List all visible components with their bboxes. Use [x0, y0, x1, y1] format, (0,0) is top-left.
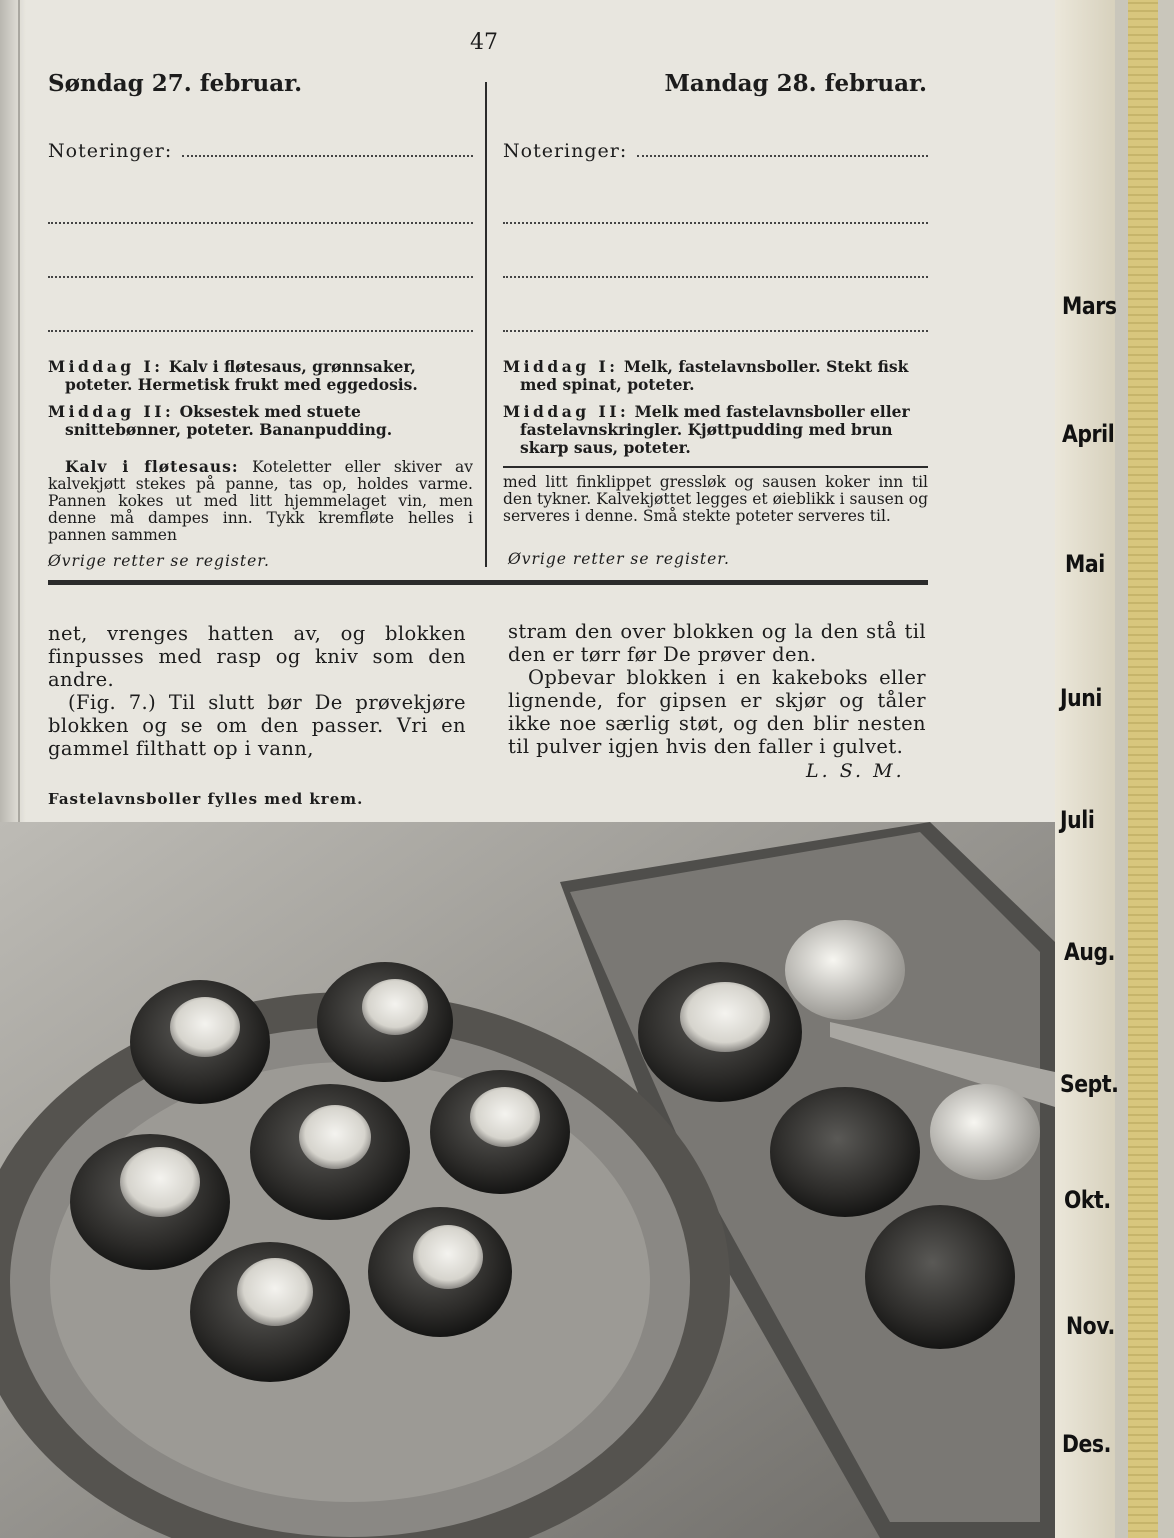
article-column-left: [48, 622, 466, 760]
notes-label: Noteringer:: [48, 140, 173, 162]
tab-sept[interactable]: Sept.: [1060, 1070, 1119, 1098]
tab-nov[interactable]: Nov.: [1066, 1312, 1115, 1340]
notes-line[interactable]: [48, 224, 473, 278]
menu-label: Middag II:: [503, 402, 630, 421]
tab-april[interactable]: April: [1062, 420, 1115, 448]
recipe-left: [48, 458, 473, 544]
notes-line[interactable]: [48, 278, 473, 332]
menu-label: Middag I:: [48, 357, 164, 376]
menu-text: Oksestek med stuete snittebønner, poteter. Bananpudding.: [65, 402, 393, 439]
binding-strip: [1128, 0, 1158, 1538]
author-signature: L. S. M.: [806, 760, 905, 782]
photo-illustration: [0, 822, 1055, 1538]
notes-right: [503, 140, 928, 332]
tab-des[interactable]: Des.: [1062, 1430, 1111, 1458]
tab-juni[interactable]: Juni: [1060, 684, 1102, 712]
menu-item: [48, 358, 473, 394]
article-paragraph: net, vrenges hatten av, og blokken finpusses med rasp og kniv som den andre.: [48, 622, 466, 691]
notes-label: Noteringer:: [503, 140, 628, 162]
tab-juli[interactable]: Juli: [1060, 806, 1095, 834]
section-divider: [48, 580, 928, 585]
menu-list-right: [503, 358, 928, 466]
menu-item: [48, 403, 473, 439]
photo-caption: Fastelavnsboller fylles med krem.: [48, 790, 364, 808]
menu-text: Kalv i fløtesaus, grønnsaker, poteter. Hermetisk frukt med eggedosis.: [65, 357, 418, 394]
notes-row: [503, 140, 928, 170]
page-number: 47: [470, 30, 498, 55]
menu-item: [503, 358, 928, 394]
recipe-text: med litt finklippet gressløk og sausen koker inn til den tykner. Kalvekjøttet legges et øieblikk i sausen og serveres i denne. Små stekte poteter serveres til.: [503, 473, 928, 525]
menu-text: Melk, fastelavnsboller. Stekt fisk med spinat, poteter.: [520, 357, 909, 394]
article-column-right: [508, 620, 926, 758]
day-heading-sunday: Søndag 27. februar.: [48, 70, 303, 97]
article-paragraph: (Fig. 7.) Til slutt bør De prøvekjøre blokken og se om den passer. Vri en gammel filthatt op i vann,: [48, 691, 466, 760]
menu-label: Middag I:: [503, 357, 619, 376]
register-note: Øvrige retter se register.: [48, 552, 270, 570]
menu-item: [503, 403, 928, 457]
tab-mars[interactable]: Mars: [1062, 292, 1117, 320]
tab-edge: [1055, 0, 1115, 1538]
notes-line[interactable]: [503, 224, 928, 278]
day-heading-monday: Mandag 28. februar.: [664, 70, 927, 97]
menu-text: Melk med fastelavnsboller eller fastelavnskringler. Kjøttpudding med brun skarp saus, poteter.: [520, 402, 910, 457]
notes-field[interactable]: [182, 143, 473, 157]
cream-buns-photo: [0, 822, 1055, 1538]
notes-line[interactable]: [503, 170, 928, 224]
column-divider: [485, 82, 487, 567]
menu-label: Middag II:: [48, 402, 175, 421]
notes-line[interactable]: [503, 278, 928, 332]
notes-field[interactable]: [637, 143, 928, 157]
tab-mai[interactable]: Mai: [1065, 550, 1105, 578]
recipe-text: Koteletter eller skiver av kalvekjøtt stekes på panne, tas op, holdes varme. Pannen kokes ut med litt hjemmelaget vin, men denne må dampes inn. Tykk kremfløte helles i pannen sammen: [48, 458, 473, 544]
notes-row: [48, 140, 473, 170]
article-paragraph: Opbevar blokken i en kakeboks eller lignende, for gipsen er skjør og tåler ikke noe særlig støt, og den blir nesten til pulver igjen hvis den faller i gulvet.: [508, 666, 926, 758]
article-paragraph: stram den over blokken og la den stå til den er tørr før De prøver den.: [508, 620, 926, 666]
tab-okt[interactable]: Okt.: [1064, 1186, 1111, 1214]
register-note: Øvrige retter se register.: [508, 550, 730, 568]
notes-left: [48, 140, 473, 332]
menu-list-left: [48, 358, 473, 448]
recipe-right: [503, 474, 928, 525]
notes-line[interactable]: [48, 170, 473, 224]
divider: [503, 466, 928, 468]
recipe-title: Kalv i fløtesaus:: [65, 457, 239, 476]
tab-aug[interactable]: Aug.: [1064, 938, 1115, 966]
